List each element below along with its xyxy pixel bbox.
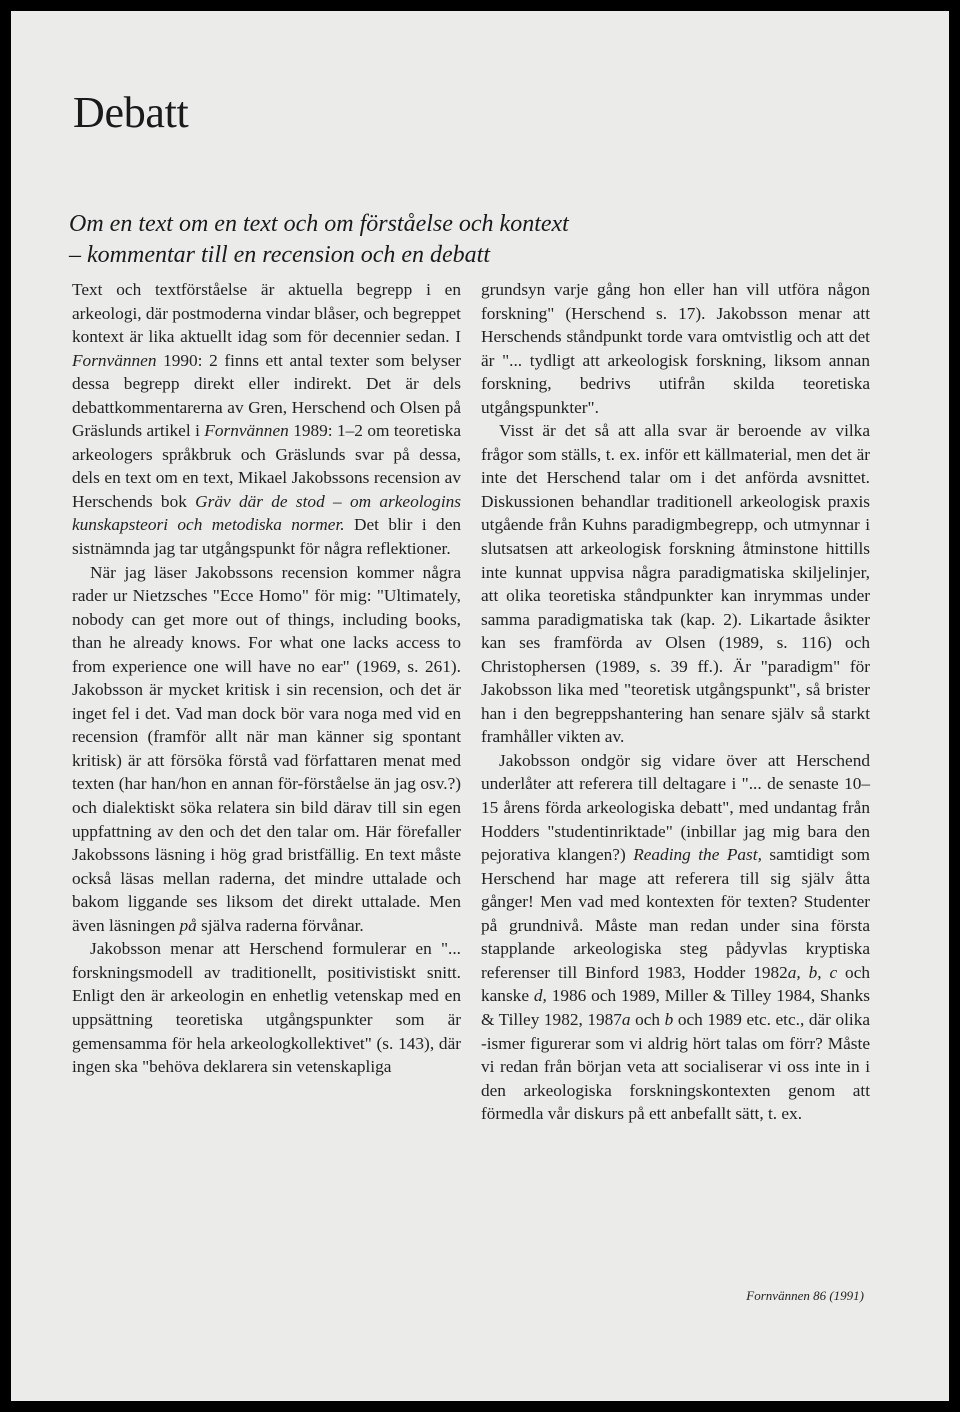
paragraph: Text och textförståelse är aktuella begrepp i en arkeologi, där postmoderna vindar blåser, och begreppet kontext är lika aktuellt idag som för decennier sedan. I Fornvännen 1990: 2 finns ett antal texter som belyser dessa begrepp direkt eller indirekt. Det är dels debattkommentarerna av Gren, Herschend och Olsen på Gräslunds artikel i Fornvännen 1989: 1–2 om teoretiska arkeologers språkbruk och Gräslunds svar på dessa, dels en text om en text, Mikael Jakobssons recension av Herschends bok Gräv där de stod – om arkeologins kunskapsteori och metodiska normer. Det blir i den sistnämnda jag tar utgångspunkt för några reflektioner.: [72, 280, 462, 559]
paragraph-continued: grundsyn varje gång hon eller han vill utföra någon forskning" (Herschend s. 17). Jakobsson menar att Herschends ståndpunkt torde vara omtvistlig och att det är "... tydligt att arkeologisk forskning, liksom annan forskning, bedrivs utifrån skilda teoretiska utgångspunkter".: [481, 280, 870, 417]
italic-text: a: [621, 1009, 631, 1029]
article-title-line-2: – kommentar till en recension och en debatt: [69, 242, 491, 268]
italic-text: b: [664, 1009, 674, 1029]
article-title: [69, 209, 909, 271]
paragraph: När jag läser Jakobssons recension kommer några rader ur Nietzsches "Ecce Homo" för mig: "Ultimately, nobody can get more out of things, including books, than he already knows. For what one lacks access to from experience one will have no ear" (1969, s. 261). Jakobsson är mycket kritisk i sin recension, och det är inget fel i det. Vad man dock bör vara noga med vid en recension (framför allt när man känner sig spontant kritisk) är att försöka förstå vad författaren menat med texten (har han/hon en annan för-förståelse än jag osv.?) och dialektiskt söka relatera sin bild därav till sin egen uppfattning av den och det den talar om. Här förefaller Jakobssons läsning i hög grad bristfällig. En text måste också läsas mellan raderna, det mindre uttalade och bakom liggande ses liksom det direkt uttalade. Men även läsningen på själva raderna förvånar.: [72, 562, 461, 935]
italic-text: a, b, c: [787, 962, 838, 982]
italic-text: Gräv där de stod – om arkeologins kunskapsteori och metodiska normer.: [72, 491, 461, 535]
paragraph: Jakobsson ondgör sig vidare över att Herschend underlåter att referera till deltagare i "... de senaste 10–15 årens förda arkeologiska debatt", med undantag från Hodders "studentinriktade" (inbillar jag mig bara den pejorativa klangen?) Reading the Past, samtidigt som Herschend har mage att referera till sig själv åtta gånger! Men vad med kontexten för texten? Studenter på grundnivå. Måste man redan under sina första stapplande arkeologiska steg pådyvlas kryptiska referenser till Binford 1983, Hodder 1982a, b, c och kanske d, 1986 och 1989, Miller & Tilley 1984, Shanks & Tilley 1982, 1987a och b och 1989 etc. etc., där olika -ismer figurerar som vi aldrig hört talas om förr? Måste vi redan från början veta att socialiserar vi oss inte in i den arkeologiska forskningskontexten genom att förmedla vår diskurs på ett anbefallt sätt, t. ex.: [481, 750, 871, 1124]
journal-citation: Fornvännen 86 (1991): [746, 1288, 864, 1303]
article-title-line-1: Om en text om en text och om förståelse och kontext: [69, 211, 569, 237]
italic-text: Fornvännen: [72, 350, 157, 370]
italic-text: Fornvännen: [204, 421, 289, 441]
section-heading: Debatt: [73, 88, 189, 137]
left-column: [72, 278, 461, 1079]
paragraph: Jakobsson menar att Herschend formulerar en "... forskningsmodell av traditionellt, positivistiskt snitt. Enligt den är arkeologin en enhetlig vetenskap med en uppsättning teoretiska utgångspunkter som är gemensamma för hela arkeologkollektivet" (s. 143), där ingen ska "behöva deklarera sin vetenskapliga: [72, 939, 461, 1077]
paragraph: Visst är det så att alla svar är beroende av vilka frågor som ställs, t. ex. inför ett källmaterial, men det är inte det Herschend talar om i det anförda avsnittet. Diskussionen behandlar traditionell arkeologisk praxis utgående från Kuhns paradigmbegrepp, och utmynnar i slutsatsen att arkeologisk forskning åtminstone hittills inte kunnat uppvisa några paradigmatiska skiljelinjer, att olika teoretiska ståndpunkter kan inrymmas under samma paradigmatiska tak (kap. 2). Likartade åsikter kan ses framförda av Olsen (1989, s. 116) och Christophersen (1989, s. 39 ff.). Är "paradigm" för Jakobsson lika med "teoretisk utgångspunkt", så brister han i den begreppshantering han senare själv så starkt framhåller vikten av.: [481, 421, 870, 747]
page: [11, 11, 949, 1401]
italic-text: Reading the Past,: [633, 845, 762, 865]
right-column: [481, 278, 870, 1126]
italic-text: på: [179, 915, 197, 935]
italic-text: d,: [533, 986, 547, 1006]
